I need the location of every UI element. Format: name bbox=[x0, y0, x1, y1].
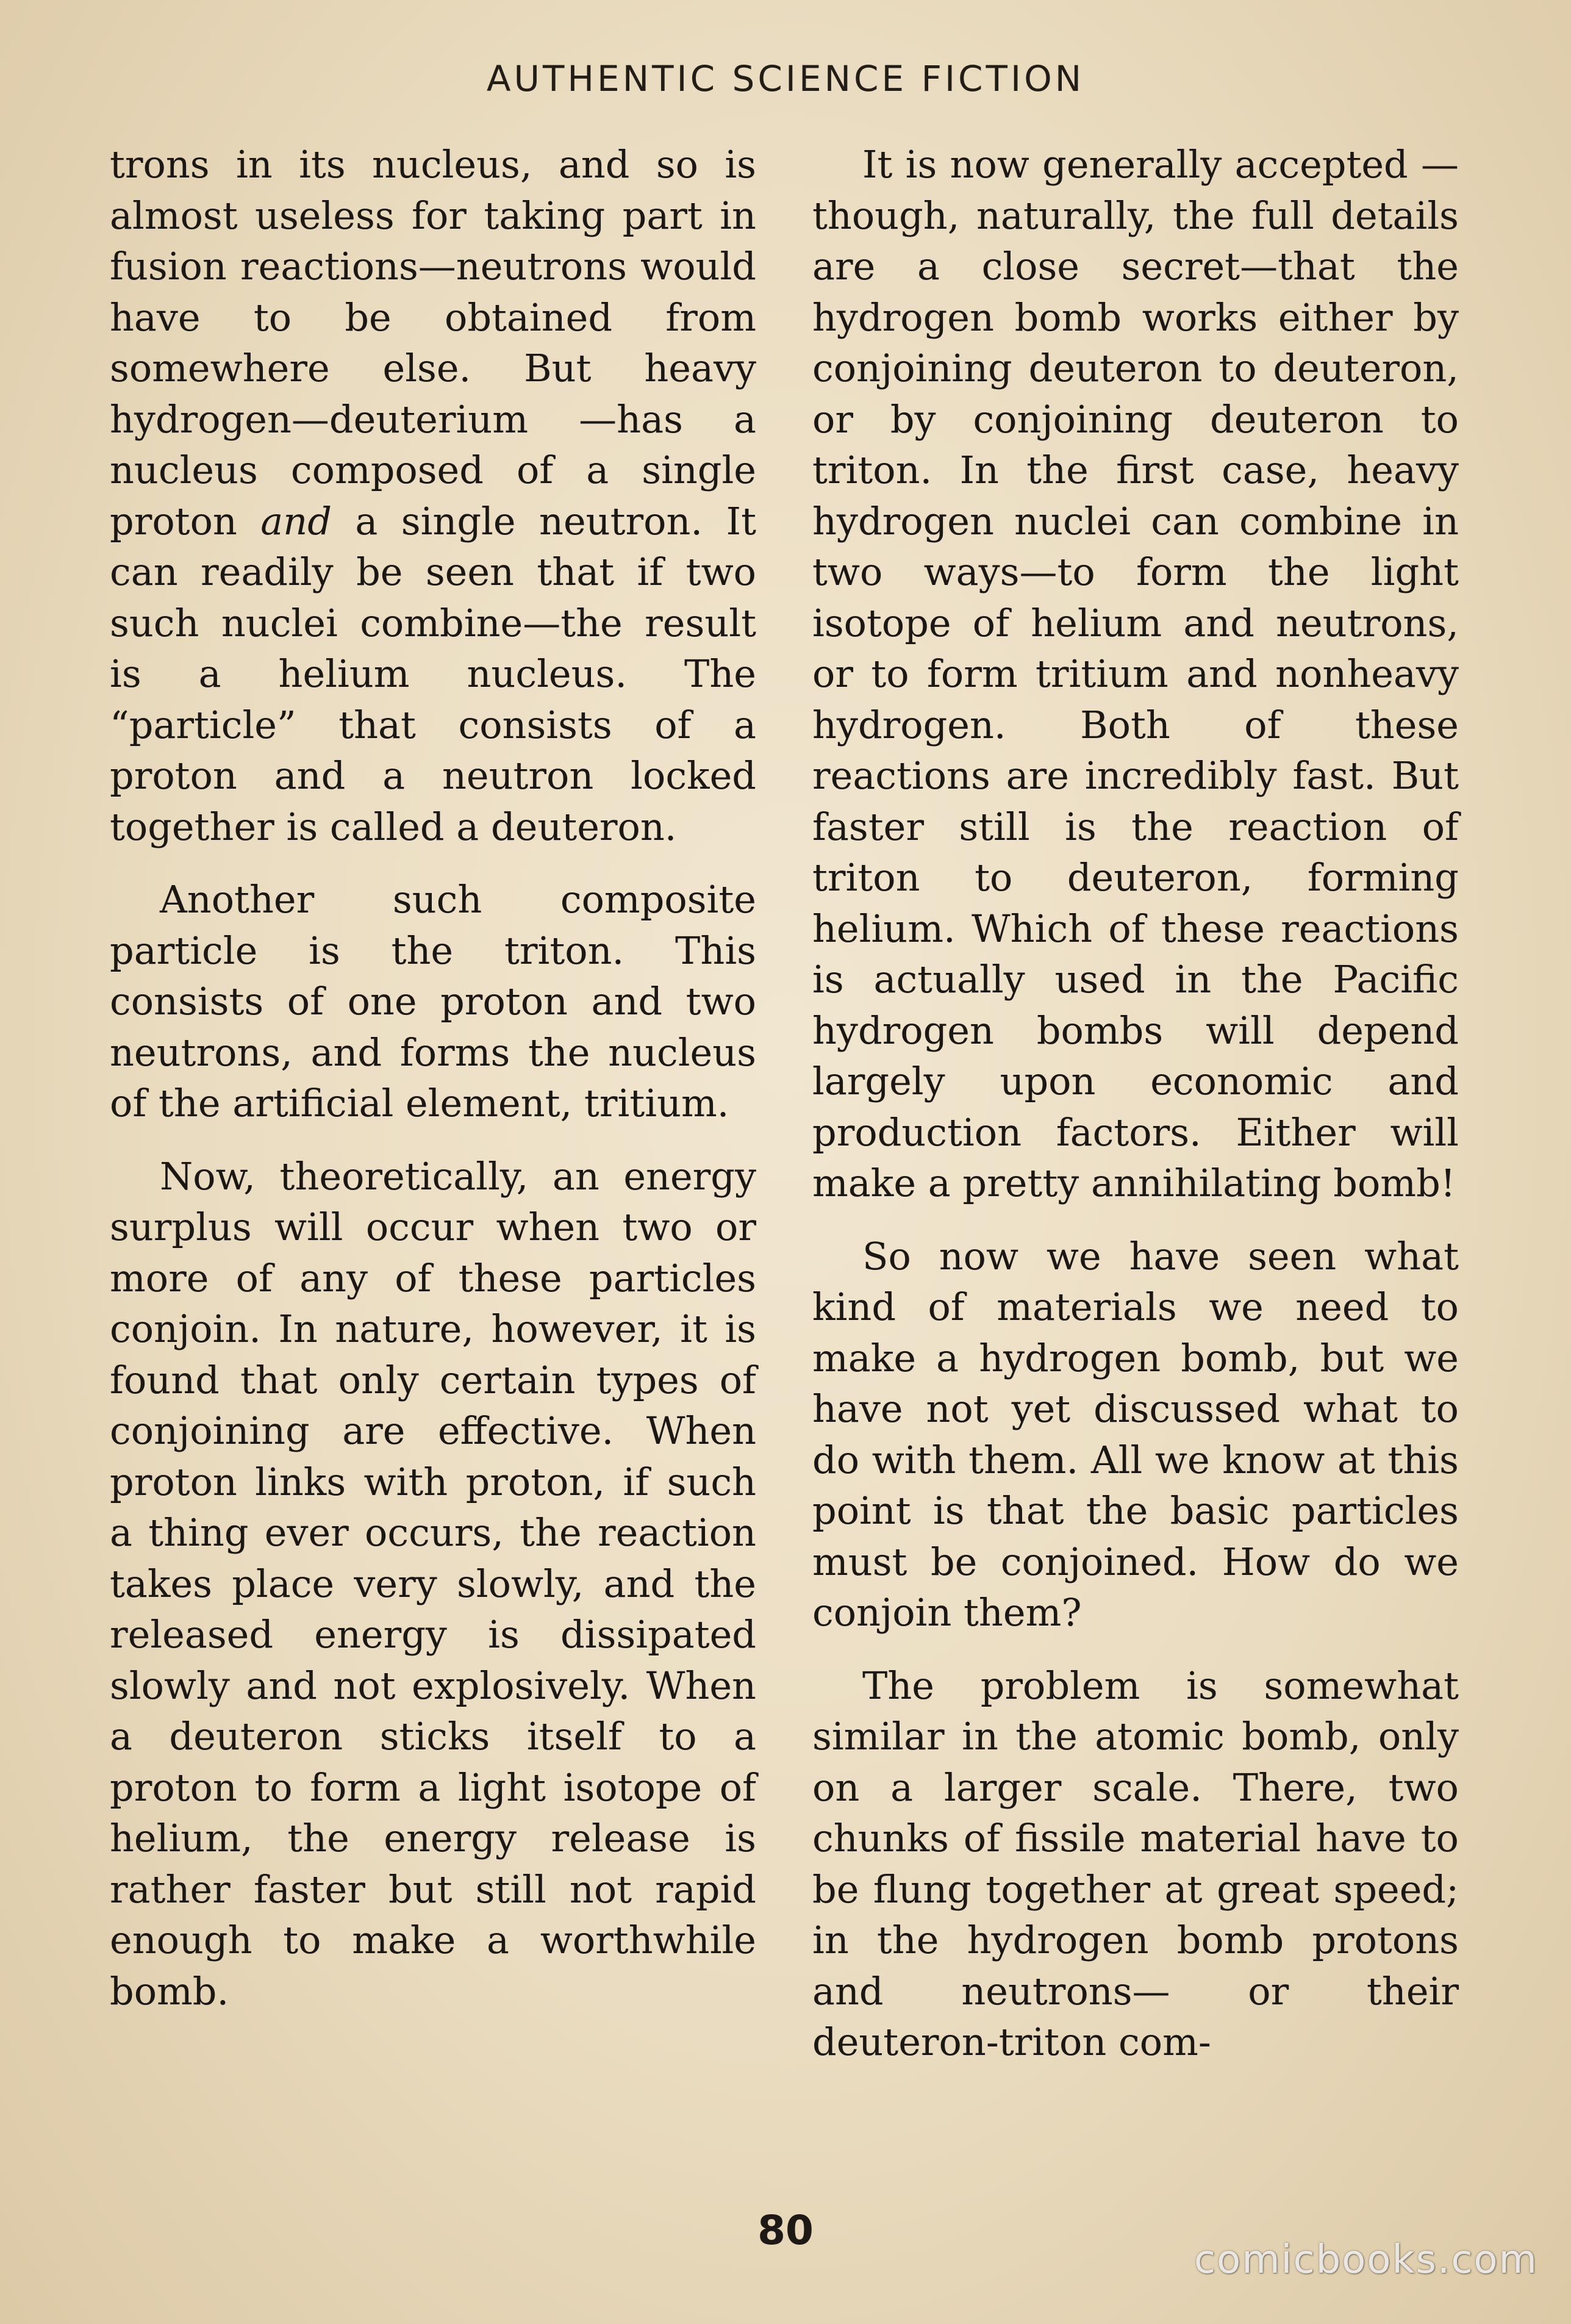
paragraph: Now, theoretically, an energy surplus will occur when two or more of any of these particles conjoin. In nature, however, it is found that only certain types of conjoining are effective. When proton links with proton, if such a thing ever occurs, the reaction takes place very slowly, and the released energy is dissipated slowly and not explosively. When a deuteron sticks itself to a proton to form a light isotope of helium, the energy release is rather faster but still not rapid enough to make a worthwhile bomb. bbox=[110, 1153, 756, 2014]
paragraph: The problem is somewhat similar in the atomic bomb, only on a larger scale. There, two chunks of fissile material have to be flung together at great speed; in the hydrogen bomb protons and neutrons— or their deuteron-triton com- bbox=[812, 1663, 1459, 2064]
paragraph-text: trons in its nucleus, and so is almost useless for taking part in fusion reactions—neutrons would have to be obtained from somewhere else. But heavy hydrogen—deuterium —has a nucleus composed of a single proton bbox=[110, 142, 756, 543]
paragraph: So now we have seen what kind of materials we need to make a hydrogen bomb, but we have not yet discussed what to do with them. All we know at this point is that the basic particles must be conjoined. How do we conjoin them? bbox=[812, 1233, 1459, 1635]
emphasis-text: and bbox=[260, 498, 332, 543]
running-title: AUTHENTIC SCIENCE FICTION bbox=[486, 58, 1085, 99]
right-column bbox=[812, 139, 1459, 2090]
watermark: comicbooks.com bbox=[1193, 2237, 1538, 2283]
paragraph: It is now generally accepted —though, naturally, the full details are a close secret—that the hydrogen bomb works either by conjoining deuteron to deuteron, or by conjoining deuteron to triton. In the first case, heavy hydrogen nuclei can combine in two ways—to form the light isotope of helium and neutrons, or to form tritium and nonheavy hydrogen. Both of these reactions are incredibly fast. But faster still is the reaction of triton to deuteron, forming helium. Which of these reactions is actually used in the Pacific hydrogen bombs will depend largely upon economic and production factors. Either will make a pretty annihilating bomb! bbox=[812, 142, 1459, 1205]
paragraph-text: a single neutron. It can readily be seen that if two such nuclei combine—the result is a helium nucleus. The “particle” that consists of a proton and a neutron locked together is called a deuteron. bbox=[110, 498, 756, 849]
paragraph: Another such composite particle is the triton. This consists of one proton and two neutrons, and forms the nucleus of the artificial element, tritium. bbox=[110, 877, 756, 1125]
page-number: 80 bbox=[757, 2207, 814, 2254]
left-column bbox=[110, 139, 756, 2039]
paragraph bbox=[110, 139, 756, 852]
